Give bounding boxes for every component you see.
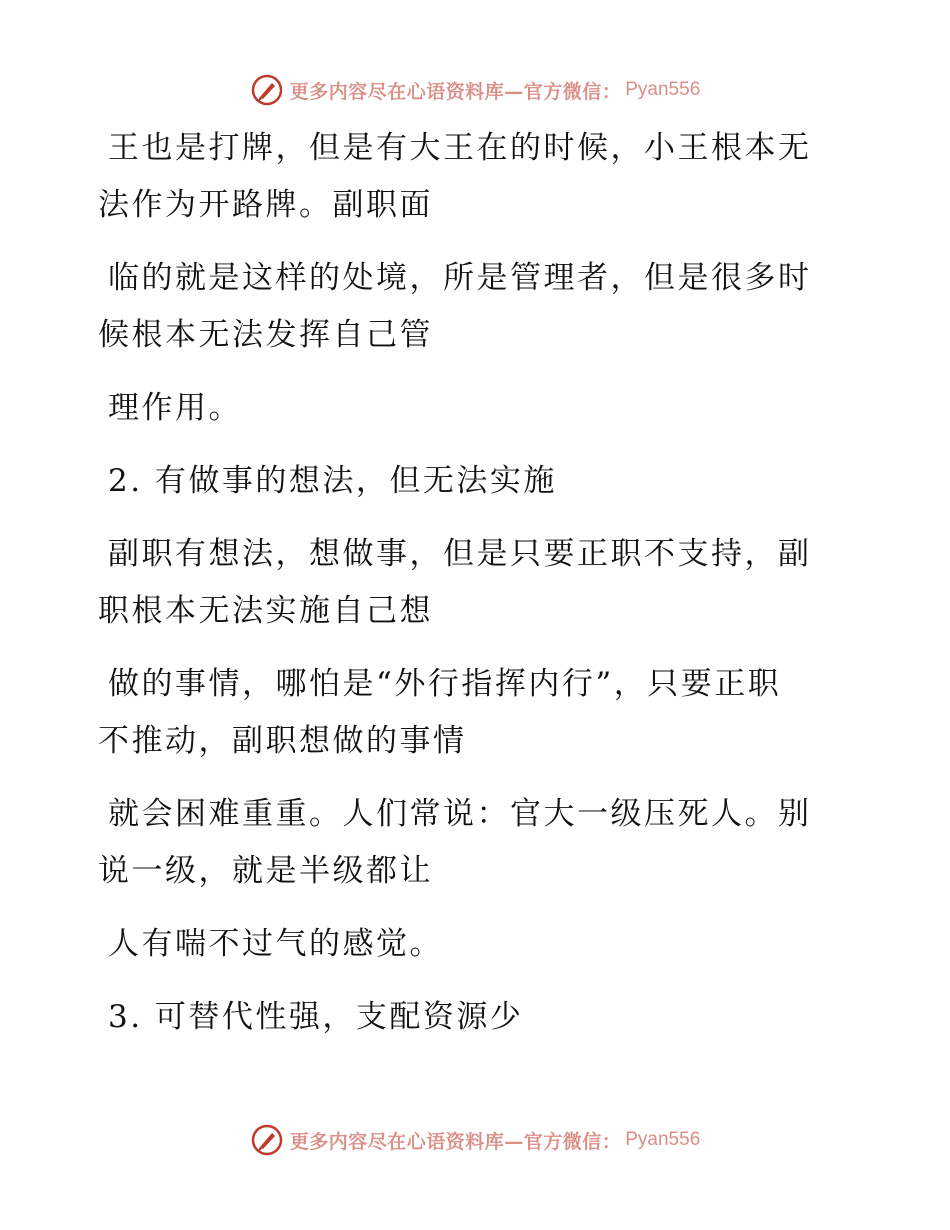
text-line: 职根本无法实施自己想 [98, 593, 433, 629]
paragraph [98, 916, 838, 973]
text-line: 2. 有做事的想法，但无法实施 [108, 463, 557, 499]
document-body [98, 120, 838, 1062]
text-line: 理作用。 [108, 390, 242, 426]
watermark-text: 更多内容尽在心语资料库—官方微信： [289, 1130, 622, 1153]
paragraph [98, 786, 838, 900]
pen-logo-icon [250, 73, 284, 107]
section-heading [98, 453, 838, 510]
paragraph [98, 656, 838, 770]
watermark-text: 更多内容尽在心语资料库—官方微信： [289, 80, 622, 103]
text-line: 人有喘不过气的感觉。 [108, 926, 443, 962]
text-line: 法作为开路牌。副职面 [98, 187, 433, 223]
section-heading [98, 989, 838, 1046]
watermark-wechat-id: Pyan556 [625, 1129, 701, 1150]
text-line: 候根本无法发挥自己管 [98, 317, 433, 353]
text-line: 王也是打牌，但是有大王在的时候，小王根本无 [108, 130, 812, 166]
text-line: 临的就是这样的处境，所是管理者，但是很多时 [108, 260, 812, 296]
footer-watermark [0, 1120, 950, 1160]
pen-logo-icon [250, 1123, 284, 1157]
paragraph [98, 250, 838, 364]
watermark-wechat-id: Pyan556 [625, 79, 701, 100]
paragraph [98, 526, 838, 640]
paragraph [98, 380, 838, 437]
text-line: 副职有想法，想做事，但是只要正职不支持，副 [108, 536, 812, 572]
paragraph [98, 120, 838, 234]
header-watermark [0, 70, 950, 110]
text-line: 做的事情，哪怕是“外行指挥内行”，只要正职 [108, 666, 782, 702]
text-line: 说一级，就是半级都让 [98, 853, 433, 889]
text-line: 3. 可替代性强，支配资源少 [108, 999, 524, 1035]
text-line: 不推动，副职想做的事情 [98, 723, 467, 759]
text-line: 就会困难重重。人们常说：官大一级压死人。别 [108, 796, 812, 832]
